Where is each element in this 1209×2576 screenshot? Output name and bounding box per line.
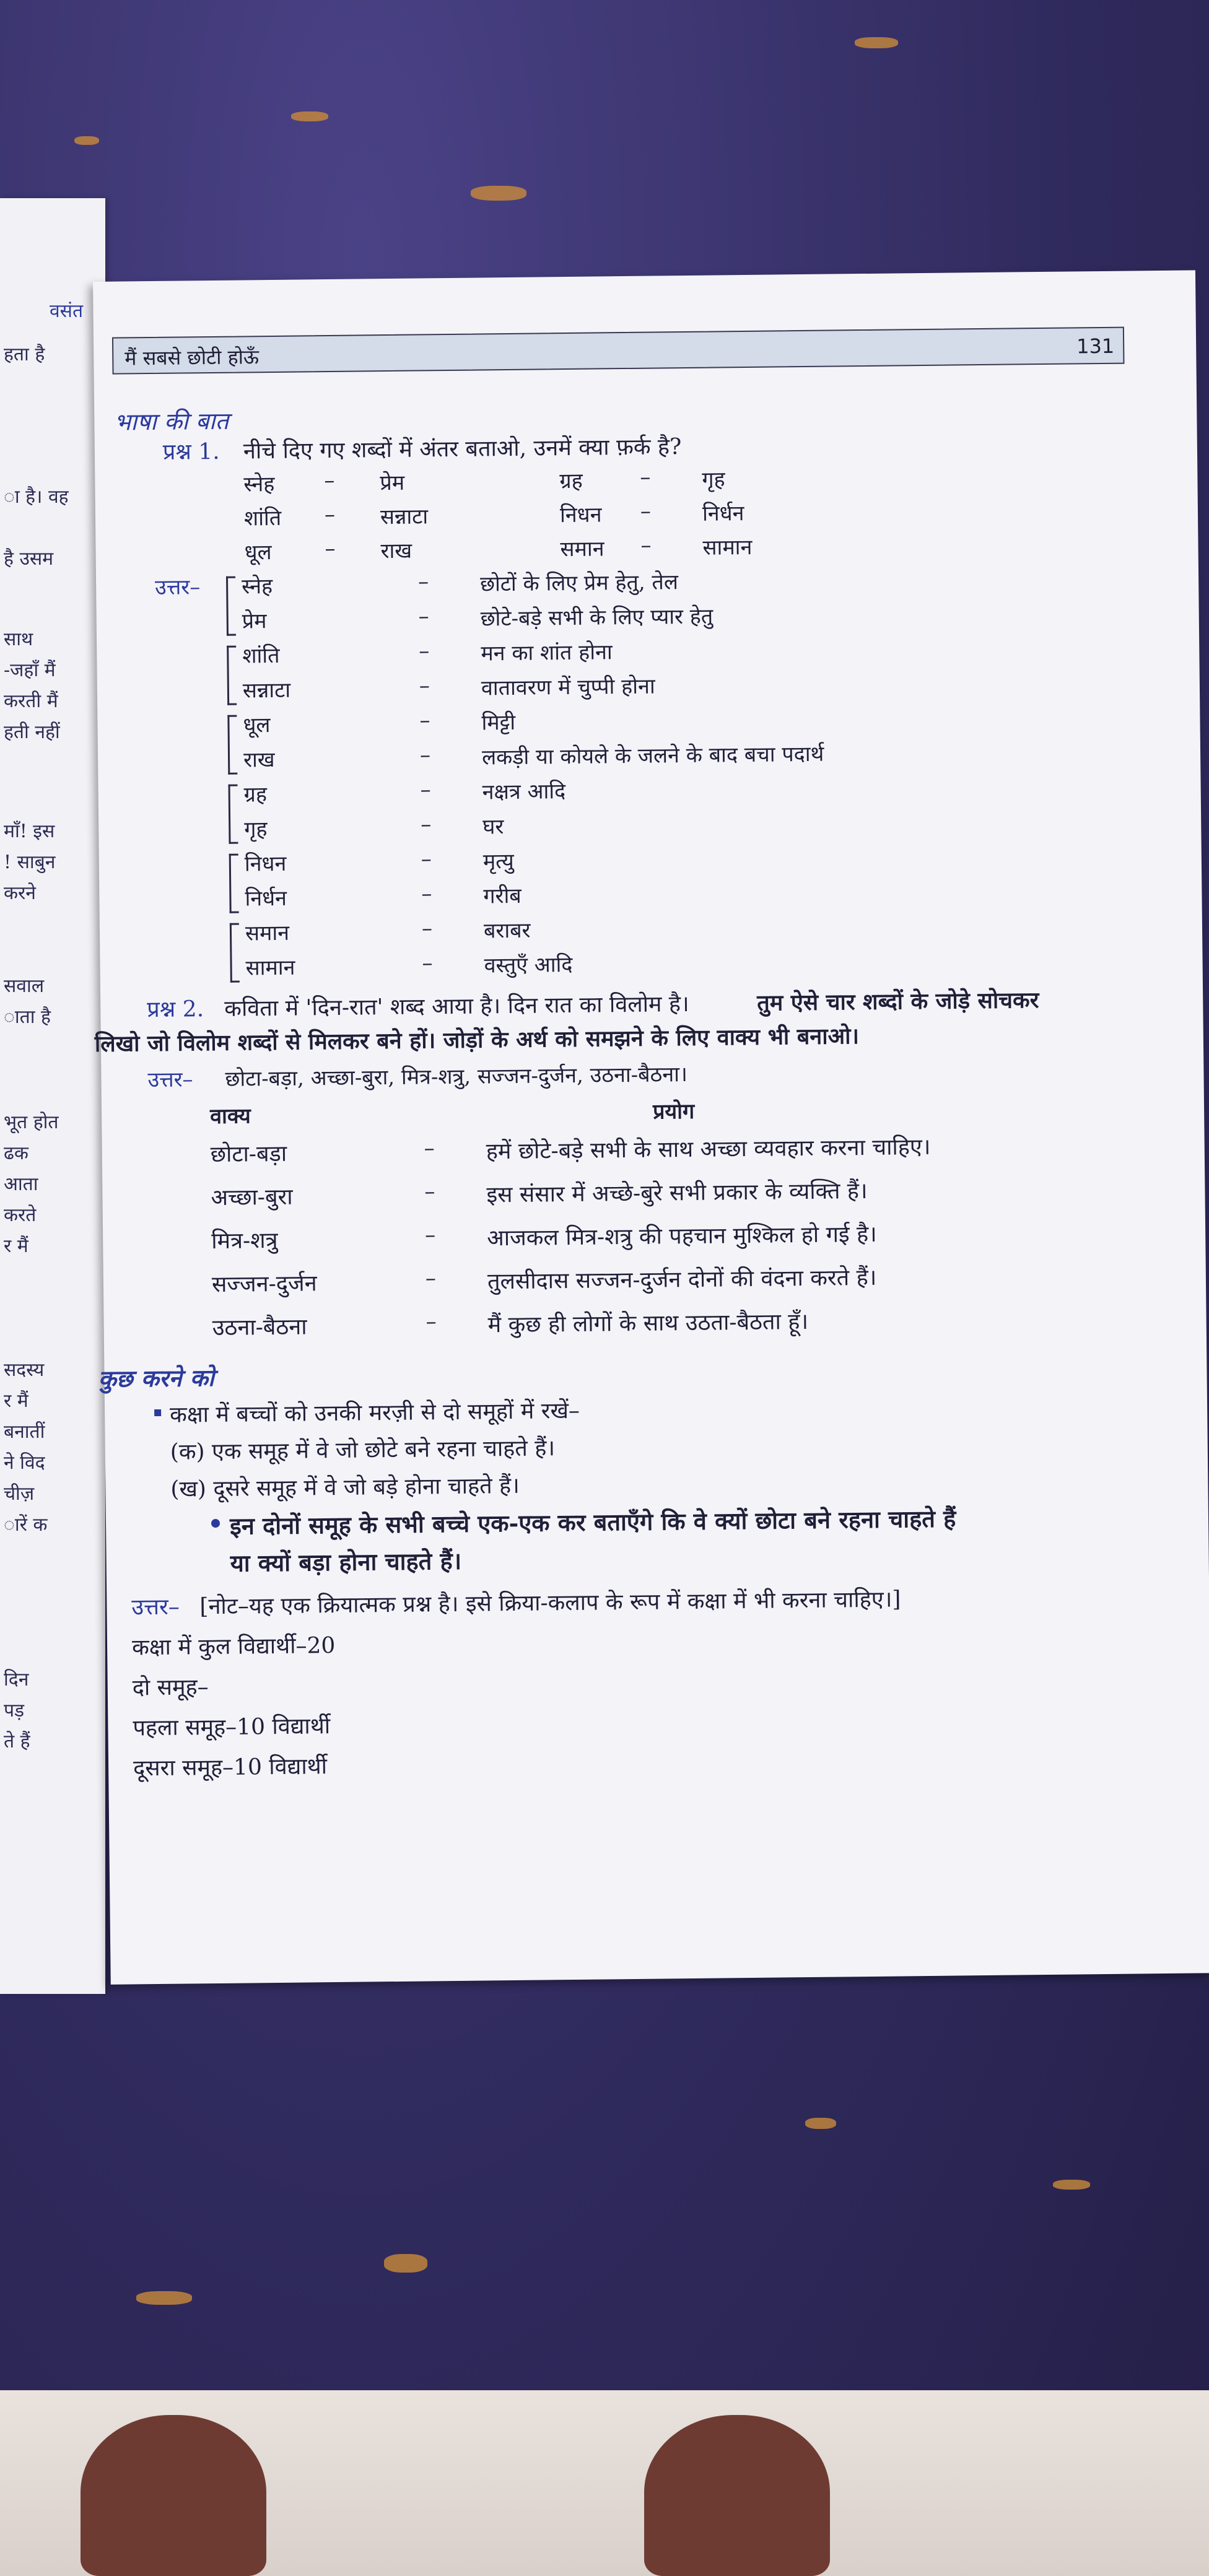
pair-dash: – (640, 498, 652, 524)
square-bullet (154, 1409, 161, 1416)
textbook-page (93, 270, 1209, 1984)
table-speck (855, 37, 898, 48)
left-page-fragment: ाता है (4, 1006, 51, 1028)
usage-sentence: मैं कुछ ही लोगों के साथ उठता-बैठता हूँ। (487, 1308, 809, 1338)
left-page-fragment: साथ (4, 629, 33, 650)
left-foot (81, 2415, 266, 2576)
answer-word: स्नेह (241, 573, 273, 599)
row-dash: – (426, 1309, 437, 1334)
column-header-vakya: वाक्य (209, 1103, 251, 1129)
answer-meaning: मन का शांत होना (481, 640, 613, 666)
antonym-pair: उठना-बैठना (212, 1314, 307, 1341)
question-1-label: प्रश्न 1. (162, 438, 220, 465)
bracket (226, 577, 236, 636)
antonym-pair: अच्छा-बुरा (211, 1184, 293, 1211)
bracket (229, 785, 238, 844)
left-page-fragment: दिन (4, 1669, 29, 1690)
answer-meaning: मिट्टी (481, 710, 516, 736)
answer-meaning: मृत्यु (482, 848, 514, 874)
answer-dash: – (421, 916, 433, 941)
question-2-text: कविता में 'दिन-रात' शब्द आया है। दिन रात का विलोम है। (224, 991, 689, 1022)
left-page-fragment: ा है। वह (4, 486, 69, 508)
answer-word: शांति (242, 643, 280, 669)
answer-meaning: छोटे-बड़े सभी के लिए प्यार हेतु (480, 604, 714, 632)
answer-meaning: नक्षत्र आदि (482, 779, 566, 805)
answer-word: धूल (243, 713, 271, 738)
question-2-label: प्रश्न 2. (147, 996, 204, 1023)
activity-instruction: कक्षा में बच्चों को उनकी मरज़ी से दो समूहों में रखें– (169, 1398, 580, 1428)
answer-word: गृह (244, 817, 268, 842)
answer-2-label: उत्तर– (147, 1067, 193, 1093)
table-speck (136, 2291, 192, 2305)
answer-meaning: घर (482, 814, 504, 840)
answer-word: निर्धन (245, 886, 287, 912)
pair-word: प्रेम (380, 470, 405, 496)
pair-word: धूल (244, 540, 272, 565)
left-page-fragment: बनातीं (4, 1421, 45, 1443)
antonym-pair: सज्जन-दुर्जन (211, 1271, 317, 1298)
left-page-fragment: हती नहीं (4, 721, 60, 743)
activity-task-line1: इन दोनों समूह के सभी बच्चे एक-एक कर बताएँगे कि वे क्यों छोटा बने रहना चाहते हैं (229, 1504, 956, 1540)
answer-word: समान (245, 920, 290, 946)
pair-word: ग्रह (559, 468, 583, 494)
answer-meaning: वातावरण में चुप्पी होना (481, 674, 655, 701)
answer-word: राख (243, 747, 275, 773)
row-dash: – (424, 1222, 436, 1248)
question-2-text-bold: तुम ऐसे चार शब्दों के जोड़े सोचकर (757, 987, 1039, 1016)
left-page-fragment: माँ! इस (4, 820, 55, 842)
answer-2-text: छोटा-बड़ा, अच्छा-बुरा, मित्र-शत्रु, सज्जन-दुर्जन, उठना-बैठना। (225, 1062, 688, 1092)
left-page-fragment: -जहाँ मैं (4, 659, 56, 681)
left-page-fragment: ढक (4, 1142, 28, 1164)
answer-meaning: गरीब (483, 883, 522, 909)
chapter-title: मैं सबसे छोटी होऊँ (124, 345, 260, 370)
answer-word: सामान (245, 955, 295, 981)
pair-dash: – (640, 533, 652, 558)
activity-sub-b: (ख) दूसरे समूह में वे जो बड़े होना चाहते हैं। (170, 1473, 520, 1502)
pair-word: राख (380, 538, 412, 564)
pair-word: शांति (243, 505, 282, 531)
row-dash: – (424, 1179, 435, 1204)
pair-word: सन्नाटा (380, 504, 429, 530)
bracket (230, 923, 240, 983)
activity-note: [नोट–यह एक क्रियात्मक प्रश्न है। इसे क्रिया-कलाप के रूप में कक्षा में भी करना चाहिए।] (199, 1586, 901, 1620)
pair-word: समान (560, 536, 604, 562)
usage-sentence: हमें छोटे-बड़े सभी के साथ अच्छा व्यवहार करना चाहिए। (486, 1134, 931, 1165)
table-speck (74, 136, 99, 145)
activity-title: कुछ करने को (98, 1364, 214, 1393)
answer-dash: – (420, 777, 431, 803)
table-speck (805, 2118, 836, 2129)
answer-meaning: लकड़ी या कोयले के जलने के बाद बचा पदार्थ (481, 741, 824, 770)
left-page-fragment: र मैं (4, 1390, 28, 1412)
answer-dash: – (419, 673, 430, 698)
left-page-fragment: करती मैं (4, 690, 58, 712)
left-page-fragment: ने विद (4, 1452, 45, 1474)
answer-word: ग्रह (243, 782, 268, 807)
bracket (227, 715, 237, 775)
right-foot (644, 2415, 830, 2576)
answer-dash: – (418, 604, 429, 629)
two-groups: दो समूह– (132, 1674, 209, 1701)
activity-sub-a: (क) एक समूह में वे जो छोटे बने रहना चाहते हैं। (170, 1435, 556, 1465)
total-students: कक्षा में कुल विद्यार्थी–20 (131, 1633, 336, 1661)
previous-page-edge (0, 198, 105, 1994)
pair-word: निधन (559, 502, 602, 528)
table-speck (384, 2254, 427, 2273)
table-speck (291, 111, 328, 121)
row-dash: – (424, 1136, 435, 1161)
left-page-fragment: सदस्य (4, 1359, 45, 1381)
usage-sentence: आजकल मित्र-शत्रु की पहचान मुश्किल हो गई है। (486, 1221, 877, 1251)
bracket (229, 854, 239, 913)
pair-dash: – (325, 536, 336, 562)
row-dash: – (425, 1266, 437, 1291)
answer-meaning: बराबर (483, 918, 531, 944)
column-header-prayog: प्रयोग (652, 1099, 695, 1125)
antonym-pair: छोटा-बड़ा (210, 1141, 287, 1168)
first-group: पहला समूह–10 विद्यार्थी (133, 1713, 331, 1741)
pair-word: सामान (702, 534, 753, 560)
answer-word: प्रेम (242, 609, 267, 634)
table-speck (471, 186, 526, 201)
left-page-fragment: ! साबुन (4, 851, 56, 873)
pair-dash: – (324, 502, 336, 528)
answer-dash: – (420, 812, 432, 837)
left-page-fragment: करने (4, 882, 36, 904)
left-page-fragment: करते (4, 1204, 37, 1226)
answer-dash: – (421, 881, 432, 907)
left-page-fragment: पड़ (4, 1700, 25, 1721)
answer-word: सन्नाटा (242, 677, 291, 703)
bracket (227, 646, 237, 705)
pair-word: निर्धन (702, 501, 744, 526)
left-page-fragment: सवाल (4, 975, 45, 997)
answer-dash: – (417, 569, 429, 594)
activity-task-line2: या क्यों बड़ा होना चाहते हैं। (230, 1546, 462, 1577)
left-page-fragment: ते हैं (4, 1731, 30, 1752)
page-header (112, 327, 1125, 375)
left-page-fragment: भूत होत (4, 1112, 59, 1133)
answer-meaning: छोटों के लिए प्रेम हेतु, तेल (479, 570, 679, 597)
left-page-fragment: ारें क (4, 1514, 48, 1536)
answer-dash: – (421, 846, 432, 872)
usage-sentence: तुलसीदास सज्जन-दुर्जन दोनों की वंदना करते हैं। (487, 1264, 877, 1295)
activity-answer-label: उत्तर– (131, 1594, 180, 1621)
table-speck (1053, 2180, 1090, 2190)
answer-dash: – (419, 742, 431, 768)
answer-dash: – (419, 708, 430, 733)
section-title: भाषा की बात (114, 407, 229, 436)
answer-1-label: उत्तर– (154, 575, 201, 600)
left-page-fragment: हता है (4, 344, 45, 365)
answer-dash: – (419, 638, 430, 664)
pair-dash: – (324, 468, 335, 494)
round-bullet (211, 1519, 220, 1528)
pair-word: स्नेह (243, 471, 275, 497)
left-page-fragment: आता (4, 1173, 38, 1195)
left-page-fragment: वसंत (50, 300, 84, 322)
question-2-text-bold-line2: लिखो जो विलोम शब्दों से मिलकर बने हों। जोड़ों के अर्थ को समझने के लिए वाक्य भी बनाओ। (94, 1023, 860, 1058)
page-number: 131 (1076, 334, 1115, 359)
answer-word: निधन (244, 851, 287, 877)
answer-dash: – (422, 951, 433, 976)
left-page-fragment: चीज़ (4, 1483, 35, 1505)
answer-meaning: वस्तुएँ आदि (484, 952, 573, 978)
usage-sentence: इस संसार में अच्छे-बुरे सभी प्रकार के व्यक्ति हैं। (486, 1178, 868, 1208)
antonym-pair: मित्र-शत्रु (211, 1227, 278, 1255)
left-page-fragment: र मैं (4, 1235, 28, 1257)
second-group: दूसरा समूह–10 विद्यार्थी (133, 1754, 328, 1782)
left-page-fragment: है उसम (4, 548, 54, 570)
question-1-text: नीचे दिए गए शब्दों में अंतर बताओ, उनमें क्या फ़र्क है? (243, 434, 682, 464)
pair-dash: – (640, 464, 651, 490)
pair-word: गृह (702, 467, 725, 492)
